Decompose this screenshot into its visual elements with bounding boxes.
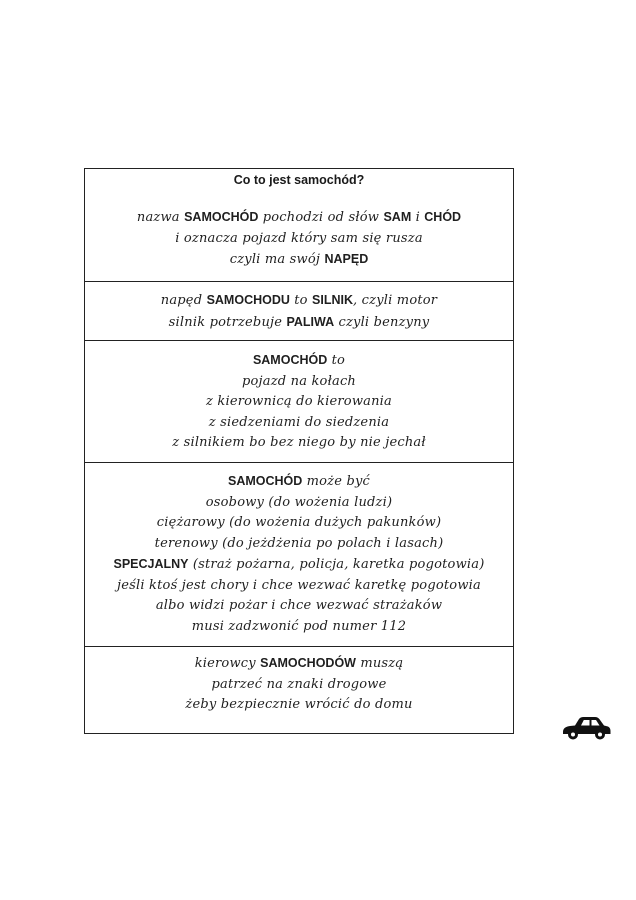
keyword: CHÓD bbox=[424, 210, 462, 224]
text-segment: to bbox=[327, 353, 346, 368]
text-segment: silnik potrzebuje bbox=[168, 314, 287, 330]
text-segment: z silnikiem bo bez niego by nie jechał bbox=[172, 435, 426, 450]
text-line bbox=[85, 675, 513, 696]
text-line bbox=[85, 695, 513, 716]
text-segment: może być bbox=[302, 474, 371, 489]
keyword: SAMOCHÓD bbox=[252, 353, 328, 367]
text-segment: nazwa bbox=[136, 210, 185, 225]
keyword: SAMOCHODU bbox=[206, 293, 290, 307]
text-segment: czyli ma swój bbox=[229, 252, 325, 267]
text-segment: z siedzeniami do siedzenia bbox=[208, 414, 390, 430]
section-definition bbox=[85, 341, 513, 463]
keyword: SAMOCHÓD bbox=[184, 210, 259, 224]
text-segment: terenowy (do jeżdżenia po polach i lasach) bbox=[154, 535, 444, 551]
keyword: PALIWA bbox=[286, 314, 335, 329]
text-segment: kierowcy bbox=[194, 656, 261, 671]
keyword: SILNIK bbox=[312, 293, 354, 307]
keyword: SAM bbox=[383, 210, 412, 224]
text-line bbox=[85, 493, 513, 514]
keyword: SPECJALNY bbox=[113, 557, 189, 571]
text-line bbox=[85, 372, 513, 393]
text-segment: (straż pożarna, policja, karetka pogotowia) bbox=[188, 557, 485, 572]
text-segment: czyli benzyny bbox=[334, 314, 430, 330]
text-line bbox=[85, 513, 513, 534]
text-segment: albo widzi pożar i chce wezwać strażaków bbox=[155, 598, 443, 613]
text-segment: , czyli motor bbox=[353, 293, 438, 308]
car-icon bbox=[560, 713, 612, 741]
text-segment: ciężarowy (do wożenia dużych pakunków) bbox=[156, 515, 442, 530]
keyword: SAMOCHÓD bbox=[227, 474, 303, 488]
text-line bbox=[85, 534, 513, 555]
info-sheet bbox=[84, 168, 514, 734]
text-segment: musi zadzwonić pod numer 112 bbox=[191, 618, 407, 634]
text-segment: pochodzi od słów bbox=[258, 210, 384, 225]
section-types bbox=[85, 463, 513, 647]
section-drive bbox=[85, 282, 513, 341]
text-line bbox=[85, 596, 513, 617]
text-segment: muszą bbox=[355, 656, 404, 671]
text-segment: napęd bbox=[160, 293, 207, 308]
text-line bbox=[85, 312, 513, 334]
text-line bbox=[85, 229, 513, 250]
text-line bbox=[85, 576, 513, 597]
text-line bbox=[85, 249, 513, 271]
text-line bbox=[85, 413, 513, 434]
text-line bbox=[85, 471, 513, 493]
text-segment: patrzeć na znaki drogowe bbox=[211, 676, 387, 692]
text-segment: i bbox=[411, 210, 425, 225]
text-segment: to bbox=[289, 293, 313, 308]
text-segment: z kierownicą do kierowania bbox=[206, 394, 392, 409]
text-line bbox=[85, 433, 513, 454]
sheet-title: Co to jest samochód? bbox=[233, 173, 365, 187]
text-segment: żeby bezpiecznie wrócić do domu bbox=[185, 697, 413, 712]
text-line bbox=[85, 392, 513, 413]
text-segment: jeśli ktoś jest chory i chce wezwać karetkę pogotowia bbox=[117, 577, 481, 593]
text-segment: pojazd na kołach bbox=[241, 373, 356, 389]
keyword: NAPĘD bbox=[324, 252, 369, 266]
keyword: SAMOCHODÓW bbox=[260, 656, 356, 670]
text-line bbox=[85, 350, 513, 372]
text-segment: i oznacza pojazd który sam się rusza bbox=[175, 230, 423, 246]
section-name-origin bbox=[85, 169, 513, 282]
section-drivers bbox=[85, 647, 513, 733]
text-line bbox=[85, 207, 513, 229]
text-segment: osobowy (do wożenia ludzi) bbox=[205, 494, 393, 510]
text-line bbox=[85, 554, 513, 576]
text-line bbox=[85, 653, 513, 675]
text-line bbox=[85, 290, 513, 312]
text-line bbox=[85, 617, 513, 638]
